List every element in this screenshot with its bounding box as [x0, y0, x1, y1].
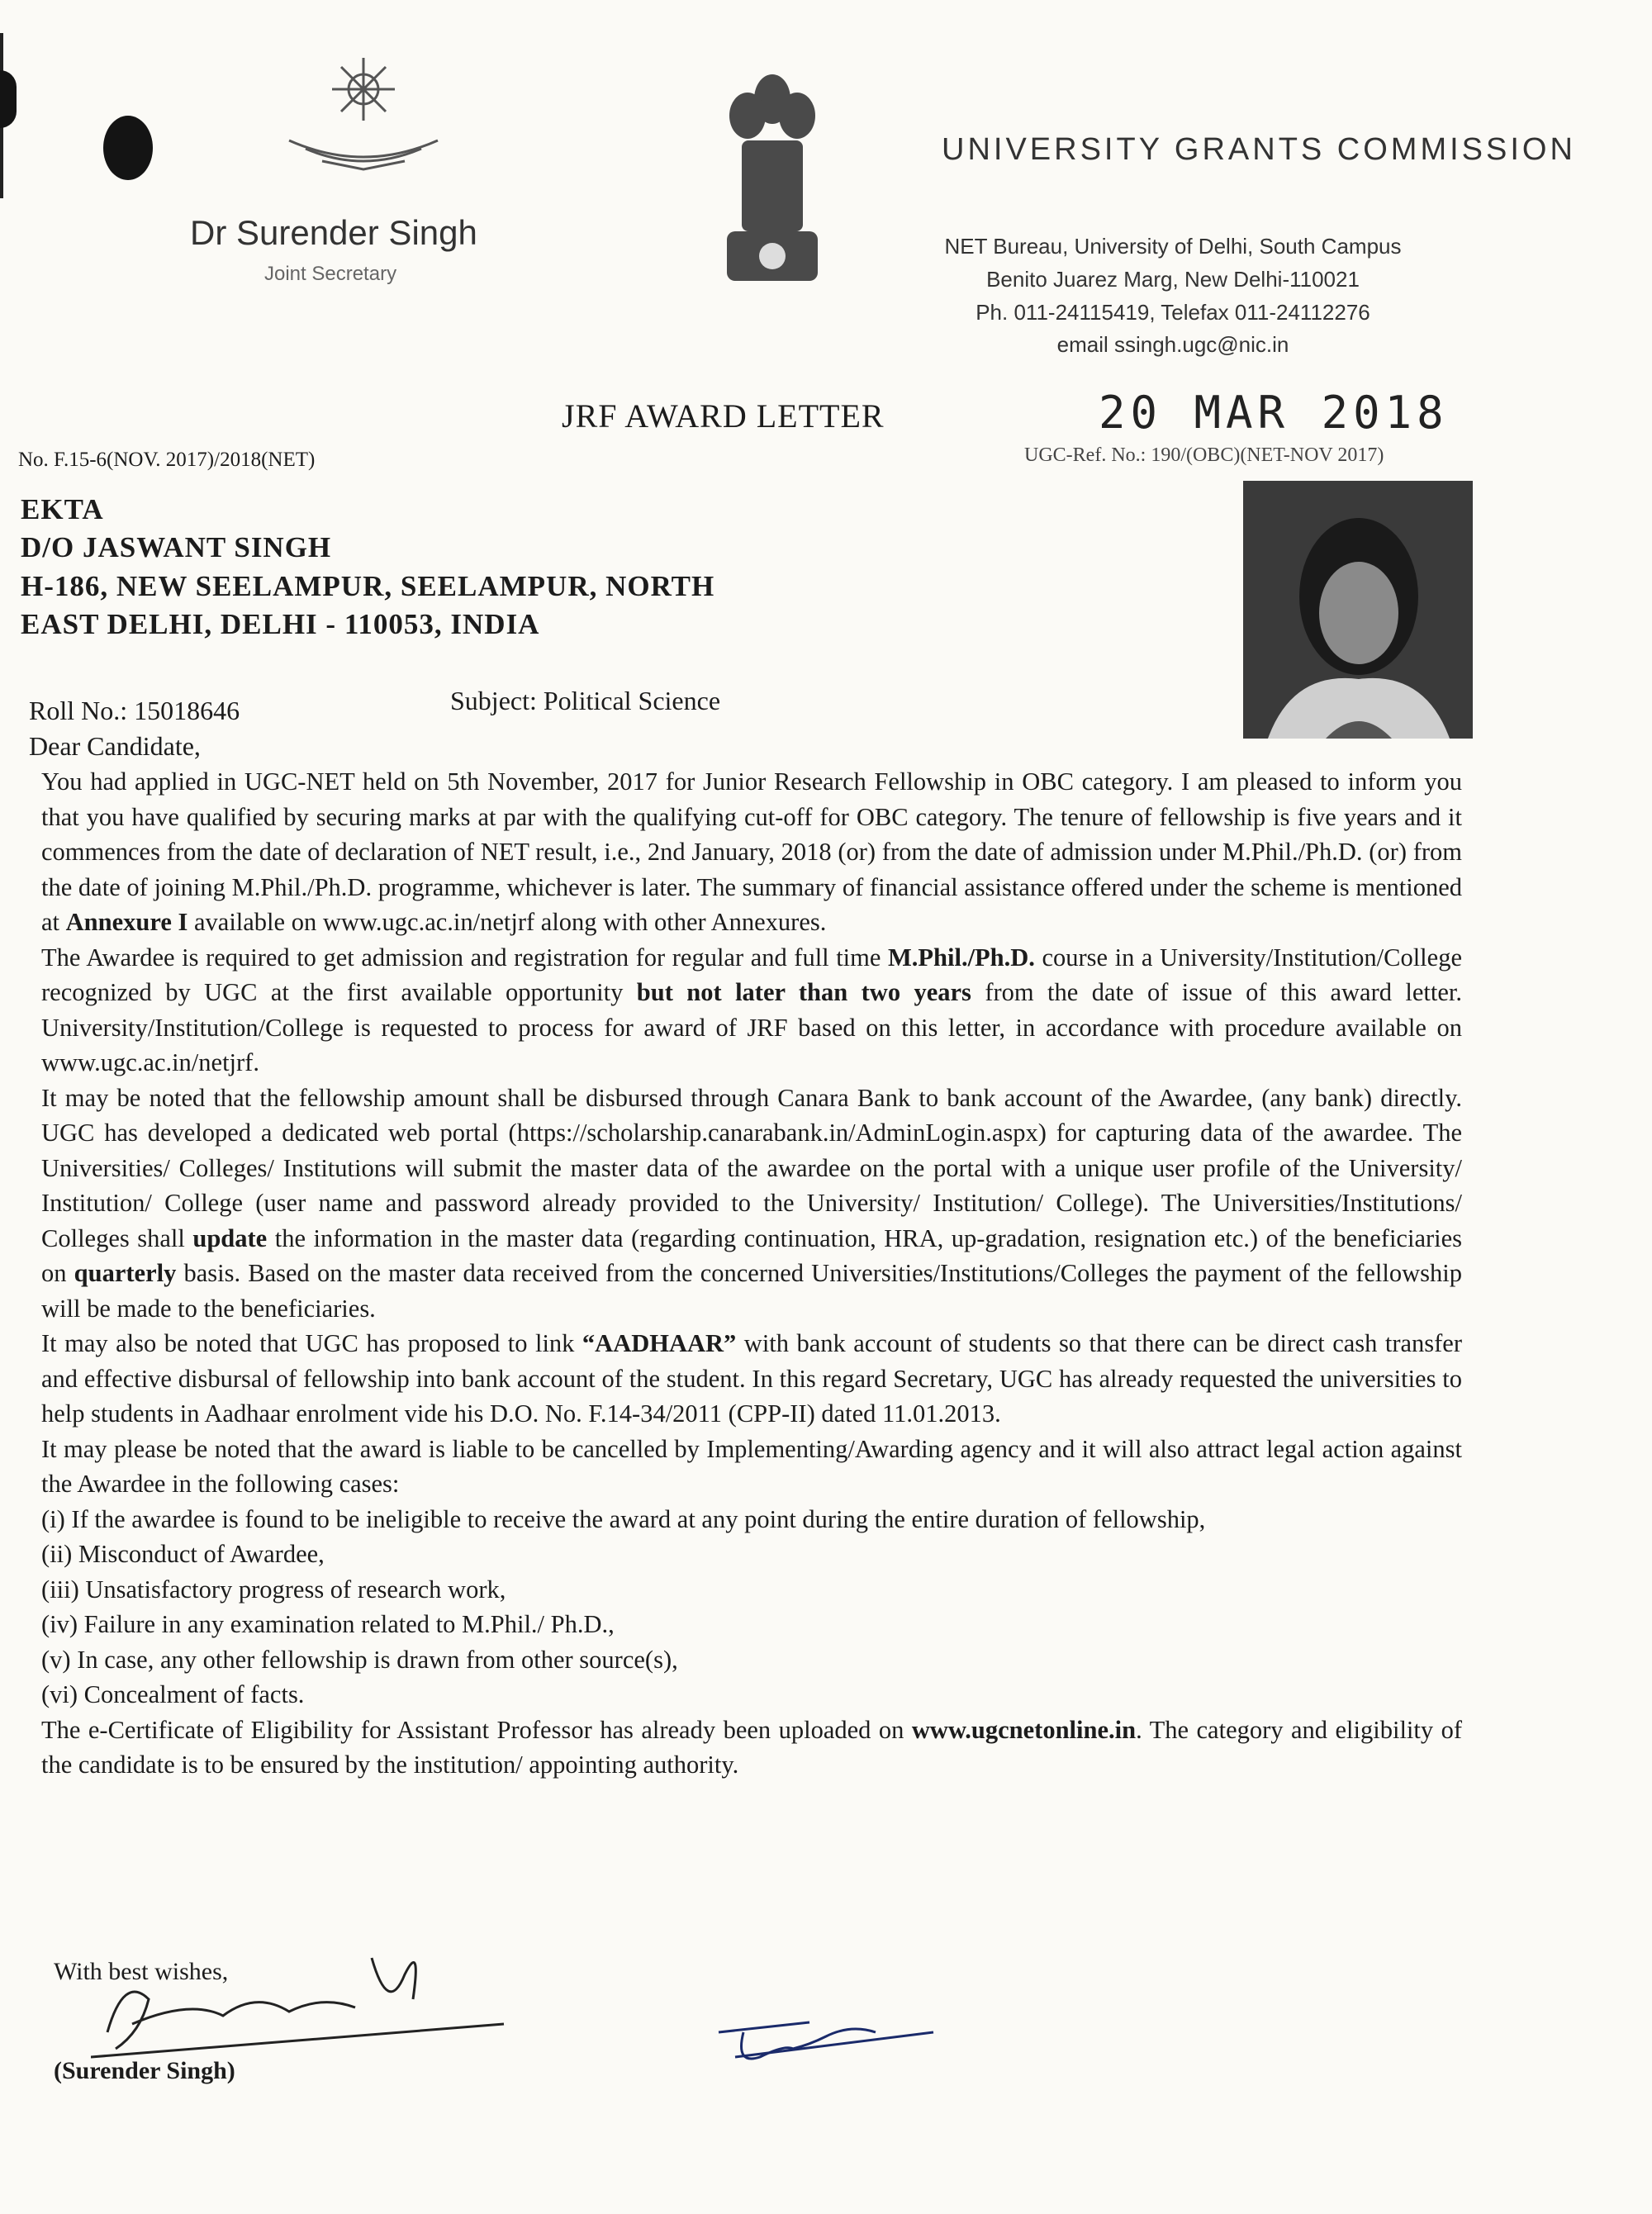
subject: Subject: Political Science — [450, 686, 721, 715]
punch-hole-edge-icon — [0, 70, 17, 128]
recipient-address: H-186, NEW SEELAMPUR, SEELAMPUR, NORTH — [21, 570, 715, 602]
case-item: (ii) Misconduct of Awardee, — [41, 1540, 325, 1568]
case-item: (i) If the awardee is found to be ineligible to receive the award at any point during the entire duration of fellowship, — [41, 1504, 1206, 1533]
recipient-address: EAST DELHI, DELHI - 110053, INDIA — [21, 608, 540, 640]
official-designation: Joint Secretary — [264, 263, 397, 285]
punch-hole-icon — [103, 116, 153, 180]
reference-number: No. F.15-6(NOV. 2017)/2018(NET) — [18, 449, 316, 471]
phone-line: Ph. 011-24115419, Telefax 011-24112276 — [976, 300, 1370, 325]
closing-wishes: With best wishes, — [54, 1958, 229, 1985]
roll-number: Roll No.: 15018646 — [29, 696, 240, 725]
address-line: NET Bureau, University of Delhi, South Campus — [944, 234, 1402, 259]
candidate-photo — [1243, 481, 1473, 739]
signatory-name: (Surender Singh) — [54, 2057, 235, 2084]
official-name: Dr Surender Singh — [190, 213, 477, 252]
recipient-parent: D/O JASWANT SINGH — [21, 531, 332, 563]
paragraph-cancellation: It may please be noted that the award is liable to be cancelled by Implementing/Awarding agency and it will also attract legal action against the Awardee in the following cases: — [41, 1434, 1462, 1498]
letter-body — [41, 764, 1462, 1783]
recipient-name: EKTA — [21, 493, 104, 525]
case-item: (v) In case, any other fellowship is drawn from other source(s), — [41, 1645, 678, 1674]
salutation: Dear Candidate, — [29, 731, 201, 761]
paragraph-aadhaar: It may also be noted that UGC has proposed to link “AADHAAR” with bank account of students so that there can be direct cash transfer and effective disbursal of fellowship into bank account of the student. In this regard Secretary, UGC has already requested the universities to help students in Aadhaar enrolment vide his D.O. No. F.14-34/2011 (CPP-II) dated 11.01.2013. — [41, 1329, 1463, 1428]
paragraph-certificate: The e-Certificate of Eligibility for Assistant Professor has already been uploaded on www.ugcnetonline.in. The category and eligibility of the candidate is to be ensured by the institution/ appointing authority. — [41, 1715, 1462, 1779]
case-item: (iii) Unsatisfactory progress of research work, — [41, 1575, 506, 1603]
org-name: UNIVERSITY GRANTS COMMISSION — [942, 132, 1576, 167]
paragraph-admission: The Awardee is required to get admission and registration for regular and full time M.Phil./Ph.D. course in a University/Institution/College recognized by UGC at the first available opportunity but not later than two years from the date of issue of this award letter. University/Institution/College is requested to process for award of JRF based on this letter, in accordance with procedure available on www.ugc.ac.in/netjrf. — [41, 943, 1462, 1076]
letter-title: JRF AWARD LETTER — [562, 397, 885, 435]
ugc-logo-icon — [273, 50, 454, 173]
paragraph-qualification: You had applied in UGC-NET held on 5th November, 2017 for Junior Research Fellowship in OBC category. I am pleased to inform you that you have qualified by securing marks at par with the qualifying cut-off for OBC category. The tenure of fellowship is five years and it commences from the date of declaration of NET result, i.e., 2nd January, 2018 (or) from the date of admission under M.Phil./Ph.D. (or) from the date of joining M.Phil./Ph.D. programme, whichever is later. The summary of financial assistance offered under the scheme is mentioned at Annexure I available on www.ugc.ac.in/netjrf along with other Annexures. — [41, 767, 1462, 936]
date-stamp: 20 MAR 2018 — [1099, 387, 1449, 439]
address-line: Benito Juarez Marg, New Delhi-110021 — [986, 267, 1360, 292]
email-line: email ssingh.ugc@nic.in — [1056, 332, 1289, 357]
ugc-reference-number: UGC-Ref. No.: 190/(OBC)(NET-NOV 2017) — [1024, 444, 1384, 466]
paragraph-disbursement: It may be noted that the fellowship amount shall be disbursed through Canara Bank to bank account of the Awardee, (any bank) directly. UGC has developed a dedicated web portal (https://scholarship.canarabank.in/AdminLogin.aspx) for capturing data of the awardee. The Universities/ Colleges/ Institutions will submit the master data of the awardee on the portal with a unique user profile of the University/ Institution/ College (user name and password already provided to the University/ Institution/ College). The Universities/Institutions/ Colleges shall update the information in the master data (regarding continuation, HRA, up-gradation, resignation etc.) of the beneficiaries on quarterly basis. Based on the master data received from the concerned Universities/Institutions/Colleges the payment of the fellowship will be made to the beneficiaries. — [41, 1083, 1463, 1323]
official-signature — [91, 1925, 520, 2065]
national-emblem-icon — [719, 66, 826, 314]
candidate-signature — [710, 1999, 942, 2082]
case-item: (iv) Failure in any examination related to M.Phil./ Ph.D., — [41, 1610, 615, 1638]
case-item: (vi) Concealment of facts. — [41, 1680, 305, 1708]
